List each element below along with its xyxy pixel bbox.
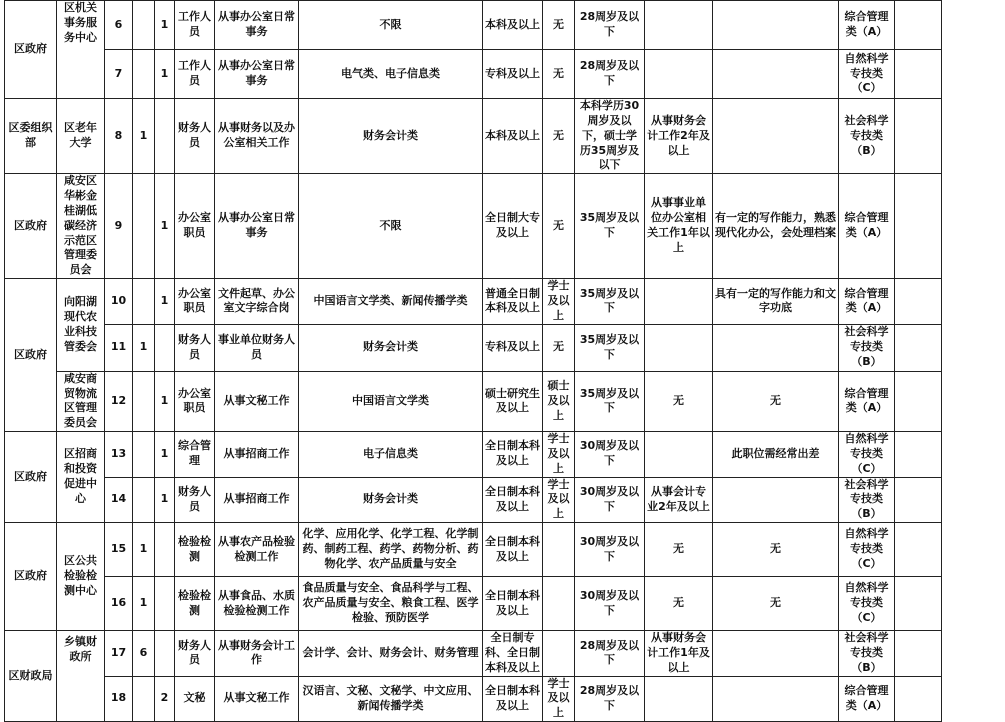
unit-cell: 区招商和投资促进中心 [57,432,105,523]
count-cell: 6 [133,631,155,677]
table-row [5,1,942,50]
education-cell: 全日制本科及以上 [483,477,543,523]
position-name-cell: 检验检测 [175,523,215,577]
experience-cell: 从事财务会计工作1年及以上 [645,631,713,677]
count-cell: 1 [155,174,175,279]
unit-cell: 区老年大学 [57,99,105,174]
category-cell: 社会科学专技类（B） [839,477,895,523]
position-desc-cell: 从事办公室日常事务 [215,1,299,50]
education-cell: 全日制专科、全日制本科及以上 [483,631,543,677]
education-cell: 全日制本科及以上 [483,432,543,478]
education-cell: 本科及以上 [483,1,543,50]
empty-cell [895,174,942,279]
requirements-cell [713,50,839,99]
age-cell: 30周岁及以下 [575,577,645,631]
education-cell: 全日制本科及以上 [483,676,543,722]
degree-cell: 硕士及以上 [543,371,575,431]
education-cell: 本科及以上 [483,99,543,174]
category-cell: 自然科学专技类（C） [839,50,895,99]
degree-cell: 无 [543,1,575,50]
experience-cell: 从事会计专业2年及以上 [645,477,713,523]
position-desc-cell: 从事招商工作 [215,477,299,523]
empty-cell [895,577,942,631]
count-cell [133,174,155,279]
unit-cell: 向阳湖现代农业科技管委会 [57,279,105,372]
table-row [5,432,942,478]
major-cell: 不限 [299,174,483,279]
education-cell: 全日制本科及以上 [483,577,543,631]
count-cell [133,432,155,478]
unit-cell: 乡镇财政所 [57,631,105,722]
count-cell [133,1,155,50]
count-cell: 1 [155,50,175,99]
requirements-cell [713,631,839,677]
degree-cell: 学士及以上 [543,676,575,722]
count-cell [133,371,155,431]
empty-cell [895,523,942,577]
major-cell: 汉语言、文秘、文秘学、中文应用、新闻传播学类 [299,676,483,722]
count-cell: 1 [133,324,155,371]
position-desc-cell: 从事财务会计工作 [215,631,299,677]
count-cell [155,631,175,677]
major-cell: 会计学、会计、财务会计、财务管理 [299,631,483,677]
table-row [5,631,942,677]
dept-cell: 区政府 [5,523,57,631]
position-name-cell: 财务人员 [175,99,215,174]
major-cell: 电气类、电子信息类 [299,50,483,99]
empty-cell [895,631,942,677]
count-cell: 1 [133,99,155,174]
position-desc-cell: 文件起草、办公室文字综合岗 [215,279,299,325]
table-row [5,523,942,577]
count-cell: 1 [155,477,175,523]
category-cell: 自然科学专技类（C） [839,432,895,478]
requirements-cell: 具有一定的写作能力和文字功底 [713,279,839,325]
count-cell: 1 [133,577,155,631]
position-desc-cell: 从事招商工作 [215,432,299,478]
experience-cell [645,324,713,371]
experience-cell: 从事财务会计工作2年及以上 [645,99,713,174]
degree-cell: 无 [543,324,575,371]
position-name-cell: 财务人员 [175,324,215,371]
empty-cell [895,676,942,722]
position-desc-cell: 事业单位财务人员 [215,324,299,371]
requirements-cell [713,477,839,523]
count-cell: 2 [155,676,175,722]
category-cell: 综合管理类（A） [839,371,895,431]
position-code-cell: 13 [105,432,133,478]
dept-cell: 区财政局 [5,631,57,722]
count-cell [155,523,175,577]
category-cell: 自然科学专技类（C） [839,577,895,631]
count-cell [155,577,175,631]
table-row [5,676,942,722]
position-name-cell: 文秘 [175,676,215,722]
requirements-cell: 有一定的写作能力，熟悉现代化办公，会处理档案 [713,174,839,279]
position-desc-cell: 从事文秘工作 [215,676,299,722]
degree-cell: 无 [543,174,575,279]
major-cell: 中国语言文学类 [299,371,483,431]
unit-cell: 咸安区华彬金桂湖低碳经济示范区管理委员会 [57,174,105,279]
experience-cell: 无 [645,371,713,431]
requirements-cell: 无 [713,371,839,431]
position-code-cell: 18 [105,676,133,722]
experience-cell [645,50,713,99]
empty-cell [895,477,942,523]
count-cell [155,99,175,174]
requirements-cell [713,1,839,50]
age-cell: 28周岁及以下 [575,676,645,722]
age-cell: 28周岁及以下 [575,1,645,50]
degree-cell: 无 [543,50,575,99]
dept-cell: 区政府 [5,174,57,279]
empty-cell [895,1,942,50]
unit-cell: 咸安商贸物流区管理委员会 [57,371,105,431]
unit-cell: 区公共检验检测中心 [57,523,105,631]
table-row [5,577,942,631]
education-cell: 全日制大专及以上 [483,174,543,279]
table-row [5,324,942,371]
experience-cell [645,432,713,478]
age-cell: 28周岁及以下 [575,631,645,677]
position-name-cell: 财务人员 [175,631,215,677]
empty-cell [895,279,942,325]
age-cell: 28周岁及以下 [575,50,645,99]
education-cell: 硕士研究生及以上 [483,371,543,431]
requirements-cell: 无 [713,577,839,631]
position-name-cell: 办公室职员 [175,279,215,325]
degree-cell [543,577,575,631]
empty-cell [895,99,942,174]
requirements-cell [713,676,839,722]
major-cell: 食品质量与安全、食品科学与工程、农产品质量与安全、粮食工程、医学检验、预防医学 [299,577,483,631]
count-cell [133,477,155,523]
education-cell: 专科及以上 [483,324,543,371]
category-cell: 自然科学专技类（C） [839,523,895,577]
category-cell: 综合管理类（A） [839,279,895,325]
age-cell: 本科学历30周岁及以下，硕士学历35周岁及以下 [575,99,645,174]
age-cell: 35周岁及以下 [575,174,645,279]
age-cell: 35周岁及以下 [575,279,645,325]
count-cell [133,279,155,325]
dept-cell: 区政府 [5,1,57,99]
count-cell [133,676,155,722]
count-cell: 1 [155,1,175,50]
position-code-cell: 8 [105,99,133,174]
empty-cell [895,432,942,478]
position-code-cell: 11 [105,324,133,371]
dept-cell: 区委组织部 [5,99,57,174]
category-cell: 综合管理类（A） [839,1,895,50]
position-code-cell: 17 [105,631,133,677]
position-desc-cell: 从事农产品检验检测工作 [215,523,299,577]
empty-cell [895,324,942,371]
education-cell: 普通全日制本科及以上 [483,279,543,325]
table-row [5,99,942,174]
age-cell: 30周岁及以下 [575,432,645,478]
major-cell: 不限 [299,1,483,50]
position-desc-cell: 从事办公室日常事务 [215,50,299,99]
degree-cell: 学士及以上 [543,477,575,523]
position-name-cell: 工作人员 [175,1,215,50]
requirements-cell: 此职位需经常出差 [713,432,839,478]
dept-cell: 区政府 [5,432,57,523]
position-code-cell: 12 [105,371,133,431]
education-cell: 专科及以上 [483,50,543,99]
count-cell [155,324,175,371]
major-cell: 财务会计类 [299,324,483,371]
category-cell: 综合管理类（A） [839,676,895,722]
position-name-cell: 财务人员 [175,477,215,523]
position-name-cell: 工作人员 [175,50,215,99]
requirements-cell [713,99,839,174]
position-code-cell: 10 [105,279,133,325]
degree-cell [543,631,575,677]
table-row [5,477,942,523]
position-desc-cell: 从事文秘工作 [215,371,299,431]
major-cell: 中国语言文学类、新闻传播学类 [299,279,483,325]
unit-cell: 区机关事务服务中心 [57,1,105,99]
position-code-cell: 7 [105,50,133,99]
table-row [5,279,942,325]
count-cell [133,50,155,99]
experience-cell: 从事事业单位办公室相关工作1年以上 [645,174,713,279]
degree-cell [543,523,575,577]
dept-cell: 区政府 [5,279,57,432]
count-cell: 1 [155,279,175,325]
position-code-cell: 15 [105,523,133,577]
age-cell: 30周岁及以下 [575,523,645,577]
age-cell: 35周岁及以下 [575,371,645,431]
count-cell: 1 [133,523,155,577]
position-code-cell: 9 [105,174,133,279]
major-cell: 电子信息类 [299,432,483,478]
experience-cell: 无 [645,577,713,631]
count-cell: 1 [155,371,175,431]
experience-cell [645,1,713,50]
major-cell: 财务会计类 [299,99,483,174]
position-desc-cell: 从事办公室日常事务 [215,174,299,279]
degree-cell: 学士及以上 [543,432,575,478]
table-row [5,371,942,431]
requirements-cell [713,324,839,371]
major-cell: 财务会计类 [299,477,483,523]
table-row [5,174,942,279]
count-cell: 1 [155,432,175,478]
education-cell: 全日制本科及以上 [483,523,543,577]
position-name-cell: 办公室职员 [175,174,215,279]
position-name-cell: 检验检测 [175,577,215,631]
experience-cell [645,676,713,722]
position-name-cell: 办公室职员 [175,371,215,431]
degree-cell: 学士及以上 [543,279,575,325]
position-desc-cell: 从事财务以及办公室相关工作 [215,99,299,174]
category-cell: 社会科学专技类（B） [839,324,895,371]
position-code-cell: 16 [105,577,133,631]
empty-cell [895,50,942,99]
category-cell: 综合管理类（A） [839,174,895,279]
recruitment-table [4,0,942,722]
position-code-cell: 6 [105,1,133,50]
age-cell: 35周岁及以下 [575,324,645,371]
requirements-cell: 无 [713,523,839,577]
experience-cell [645,279,713,325]
empty-cell [895,371,942,431]
position-code-cell: 14 [105,477,133,523]
degree-cell: 无 [543,99,575,174]
category-cell: 社会科学专技类（B） [839,631,895,677]
experience-cell: 无 [645,523,713,577]
age-cell: 30周岁及以下 [575,477,645,523]
position-name-cell: 综合管理 [175,432,215,478]
major-cell: 化学、应用化学、化学工程、化学制药、制药工程、药学、药物分析、药物化学、农产品质量与安全 [299,523,483,577]
table-row [5,50,942,99]
position-desc-cell: 从事食品、水质检验检测工作 [215,577,299,631]
category-cell: 社会科学专技类（B） [839,99,895,174]
